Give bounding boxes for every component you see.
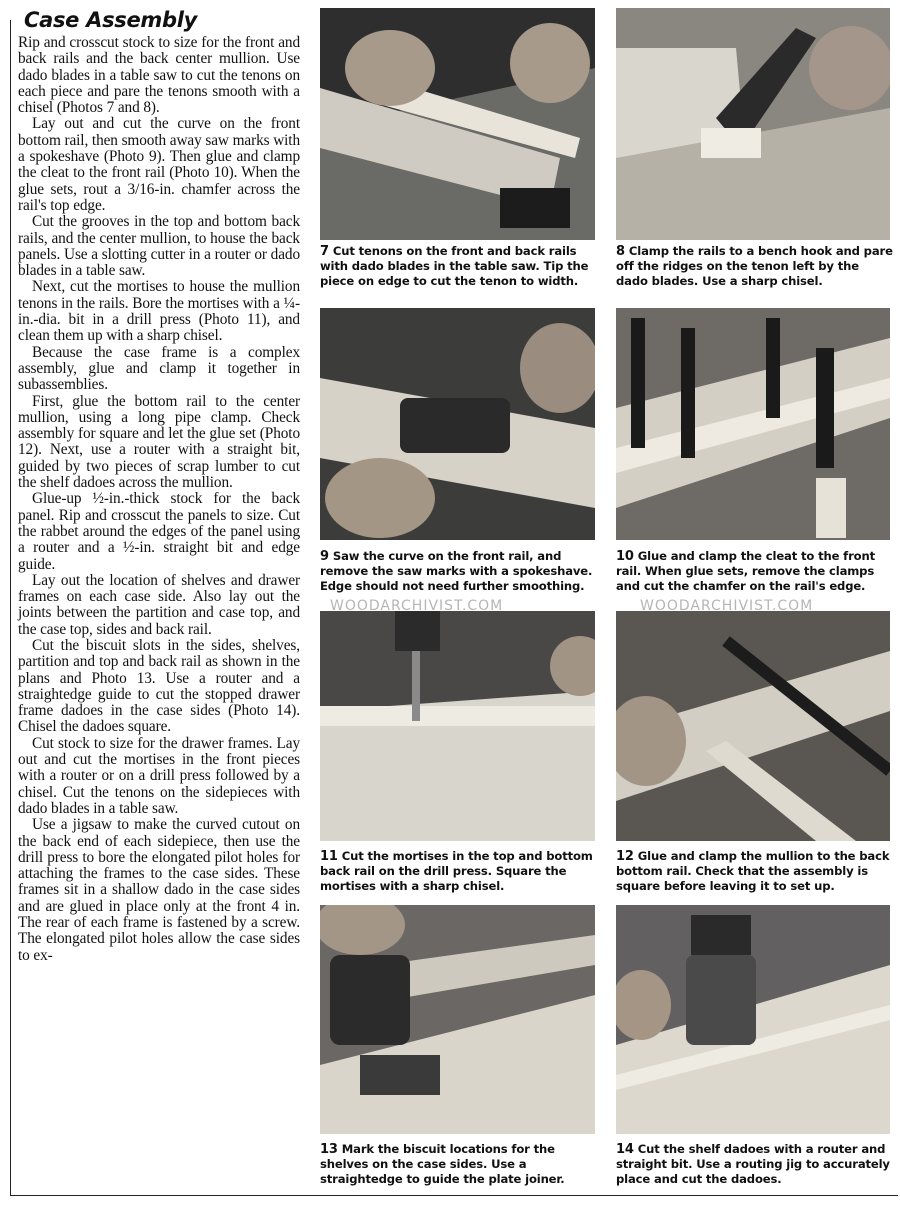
photo-8-number: 8 (616, 244, 625, 259)
photo-13-caption-text: Mark the biscuit locations for the shelves on the case sides. Use a straightedge to guide the plate joiner. (320, 1142, 565, 1186)
photo-10-number: 10 (616, 549, 634, 564)
article-text-column (18, 8, 300, 964)
photo-8-caption-text: Clamp the rails to a bench hook and pare off the ridges on the tenon left by the dado blades. Use a sharp chisel. (616, 244, 893, 288)
photo-14-router-dado (616, 905, 890, 1134)
photo-10-caption (616, 549, 894, 594)
photo-7-tablesaw-tenon (320, 8, 595, 240)
photo-9-number: 9 (320, 549, 329, 564)
article-paragraph: Lay out and cut the curve on the front bottom rail, then smooth away saw marks with a spokeshave (Photo 9). Then glue and clamp the cleat to the front rail (Photo 10). When the glue sets, rout a 3/16-in. chamfer across the rail's top edge. (18, 115, 300, 214)
photo-8-bench-hook-chisel (616, 8, 890, 240)
photo-12-pipe-clamp-mullion (616, 611, 890, 841)
photo-14-caption-text: Cut the shelf dadoes with a router and straight bit. Use a routing jig to accurately place and cut the dadoes. (616, 1142, 890, 1186)
article-paragraph: Lay out the location of shelves and drawer frames on each case side. Also lay out the joints between the partition and case top, and the case top, sides and back rail. (18, 571, 300, 638)
photo-11-caption (320, 849, 598, 894)
article-paragraph: Next, cut the mortises to house the mullion tenons in the rails. Bore the mortises with a ¼-in.-dia. bit in a drill press (Photo 11), and clean them up with a sharp chisel. (18, 278, 300, 345)
photo-13-caption (320, 1142, 598, 1187)
photo-7-caption-text: Cut tenons on the front and back rails with dado blades in the table saw. Tip the piece on edge to cut the tenon to width. (320, 244, 589, 288)
article-paragraph: Because the case frame is a complex assembly, glue and clamp it together in subassemblies. (18, 343, 300, 394)
article-paragraph: Cut stock to size for the drawer frames. Lay out and cut the mortises in the front pieces with a router or on a drill press followed by a chisel. Cut the tenons on the sidepieces with dado blades in a table saw. (18, 734, 300, 817)
photo-12-caption (616, 849, 894, 894)
photo-9-spokeshave (320, 308, 595, 540)
photo-14-number: 14 (616, 1142, 634, 1157)
photo-14-caption (616, 1142, 894, 1187)
article-paragraph: Cut the biscuit slots in the sides, shelves, partition and top and back rail as shown in the plans and Photo 13. Use a router and a straightedge guide to cut the stopped drawer frame dadoes in the case sides (Photo 14). Chisel the dadoes square. (18, 636, 300, 736)
photo-13-plate-joiner (320, 905, 595, 1134)
photo-11-drill-press-mortise (320, 611, 595, 841)
photo-12-number: 12 (616, 849, 634, 864)
article-heading: Case Assembly (24, 8, 198, 32)
watermark-right: WOODARCHIVIST.COM (640, 598, 814, 614)
bottom-border-rule (10, 1195, 898, 1196)
article-paragraph: Use a jigsaw to make the curved cutout on the back end of each sidepiece, then use the drill press to bore the elongated pilot holes for attaching the frames to the case sides. These frames sit in a shallow dado in the case sides and are glued in place only at the front 4 in. The rear of each frame is fastened by a screw. The elongated pilot holes allow the case sides to ex- (18, 816, 300, 964)
photo-11-number: 11 (320, 849, 338, 864)
photo-10-clamped-cleat (616, 308, 890, 540)
article-paragraph: Rip and crosscut stock to size for the front and back rails and the back center mullion. Use dado blades in a table saw to cut the tenons on each piece and pare the tenons smooth with a chisel (Photos 7 and 8). (18, 34, 300, 117)
photo-12-caption-text: Glue and clamp the mullion to the back bottom rail. Check that the assembly is square before leaving it to set up. (616, 849, 890, 893)
article-paragraph: Glue-up ½-in.-thick stock for the back panel. Rip and crosscut the panels to size. Cut the rabbet around the edges of the panel using a router and a ½-in. straight bit and edge guide. (18, 490, 300, 573)
photo-9-caption-text: Saw the curve on the front rail, and remove the saw marks with a spokeshave. Edge should not need further smoothing. (320, 549, 593, 593)
photo-9-caption (320, 549, 598, 594)
article-paragraph: First, glue the bottom rail to the center mullion, using a long pipe clamp. Check assembly for square and let the glue set (Photo 12). Next, use a router with a straight bit, guided by two pieces of scrap lumber to cut the shelf dadoes across the mullion. (18, 392, 300, 492)
photo-8-caption (616, 244, 894, 289)
photo-7-number: 7 (320, 244, 329, 259)
photo-13-number: 13 (320, 1142, 338, 1157)
photo-7-caption (320, 244, 598, 289)
left-border-rule (10, 20, 11, 1195)
watermark-left: WOODARCHIVIST.COM (330, 598, 504, 614)
article-paragraph: Cut the grooves in the top and bottom back rails, and the center mullion, to house the back panels. Use a slotting cutter in a router or dado blades in a table saw. (18, 213, 300, 280)
photo-10-caption-text: Glue and clamp the cleat to the front rail. When glue sets, remove the clamps and cut the chamfer on the rail's edge. (616, 549, 875, 593)
photo-11-caption-text: Cut the mortises in the top and bottom back rail on the drill press. Square the mortises with a sharp chisel. (320, 849, 593, 893)
